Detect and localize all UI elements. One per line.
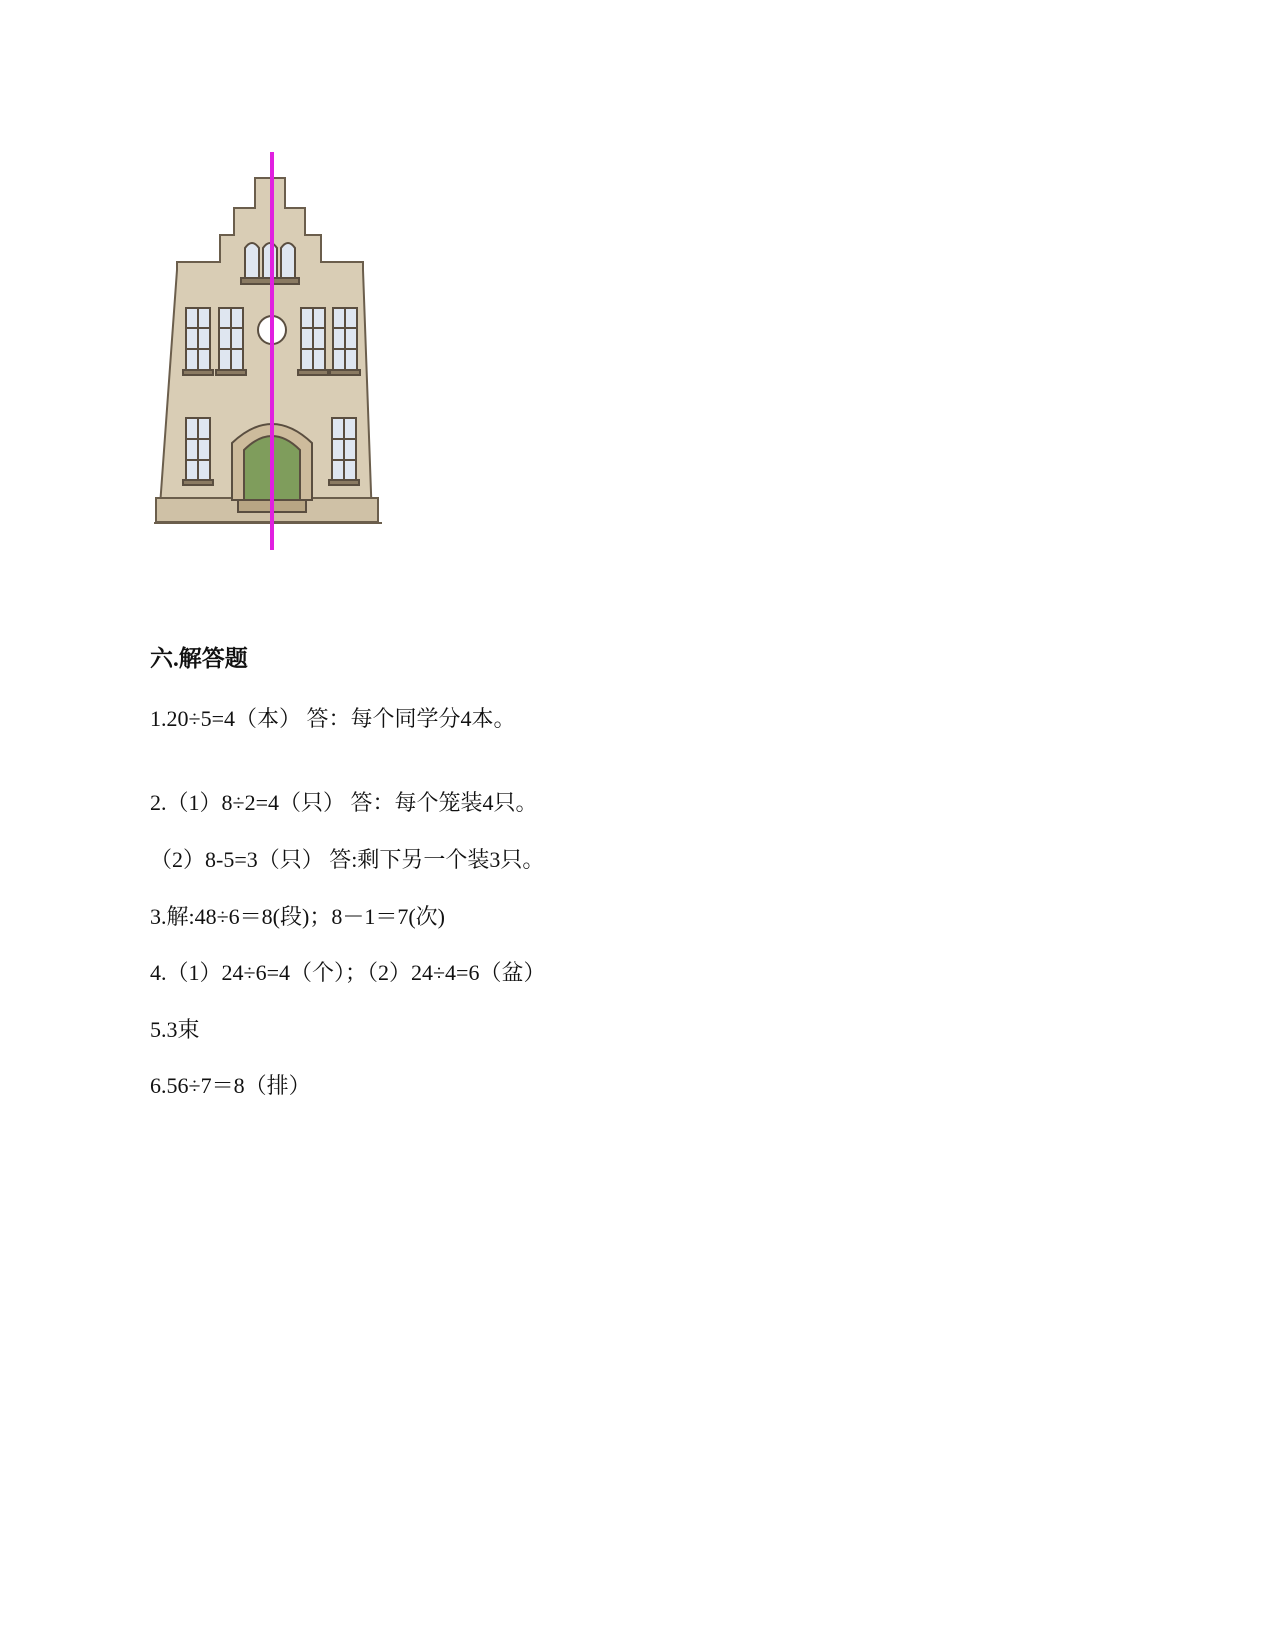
answer-3: 3.解:48÷6＝8(段)；8－1＝7(次) (150, 904, 445, 929)
answer-1: 1.20÷5=4（本） 答：每个同学分4本。 (150, 706, 516, 731)
answer-5: 5.3束 (150, 1017, 200, 1042)
answer-2-part-1: 2.（1）8÷2=4（只） 答：每个笼装4只。 (150, 790, 538, 815)
answer-2-part-2: （2）8-5=3（只） 答:剩下另一个装3只。 (150, 847, 545, 872)
answer-6: 6.56÷7＝8（排） (150, 1073, 311, 1098)
section-title: 六.解答题 (150, 646, 248, 671)
building-illustration (150, 150, 390, 580)
answer-4: 4.（1）24÷6=4（个）；（2）24÷4=6（盆） (150, 960, 546, 985)
